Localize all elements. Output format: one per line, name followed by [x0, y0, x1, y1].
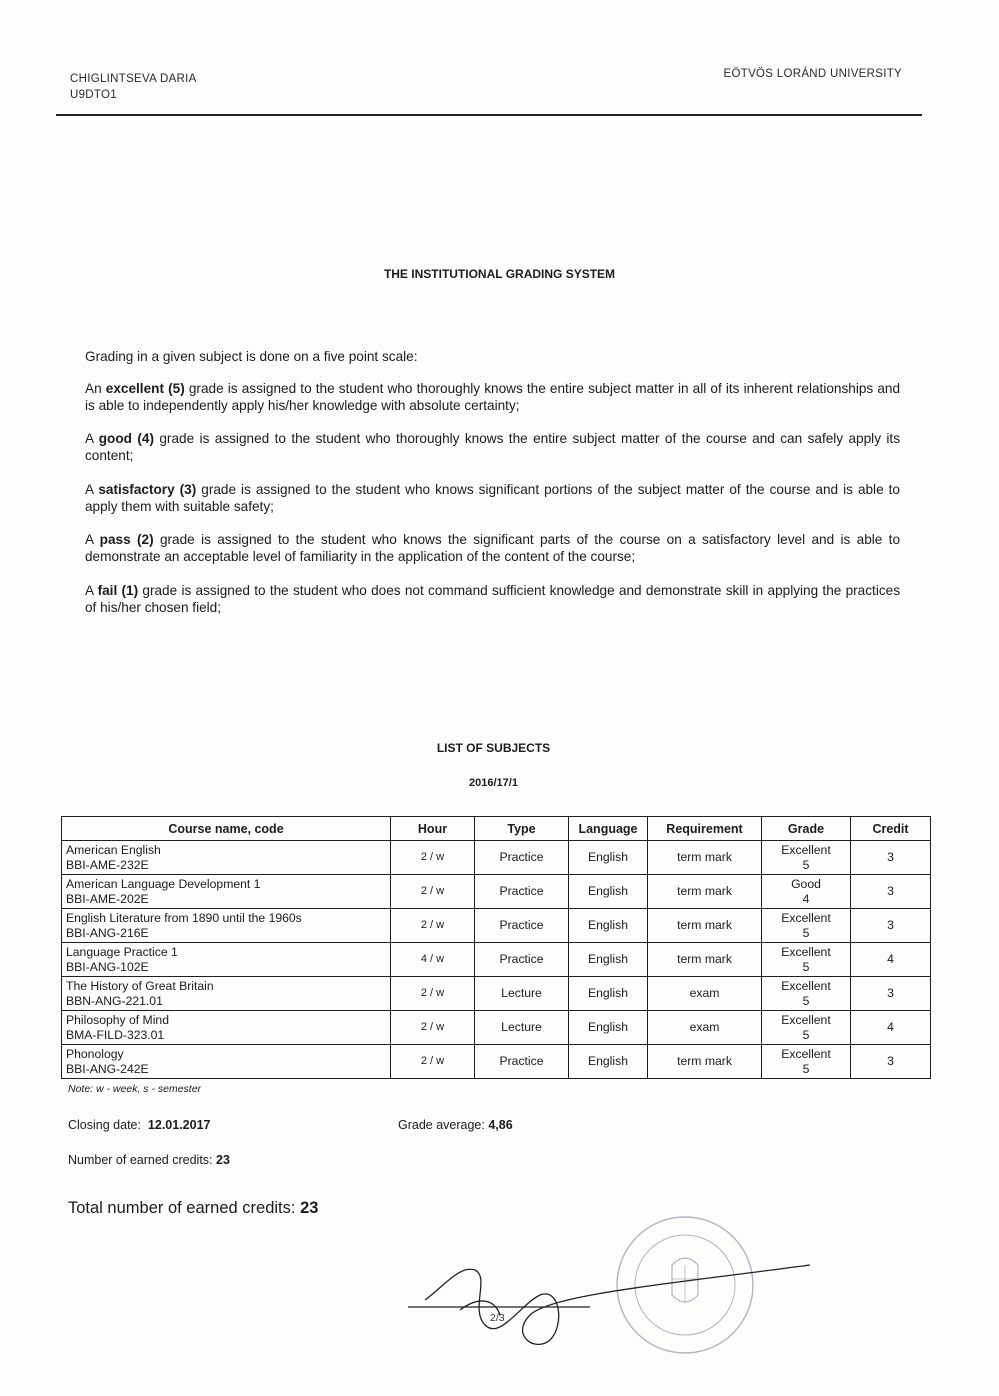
student-code: U9DTO1: [70, 89, 117, 101]
hour-cell: 2 / w: [391, 875, 475, 909]
grade-cell: Good 4: [762, 875, 851, 909]
table-row: [62, 875, 931, 909]
course-cell: Language Practice 1 BBI-ANG-102E: [62, 943, 391, 977]
credit-cell: 4: [851, 1011, 931, 1045]
language-cell: English: [569, 841, 648, 875]
requirement-cell: term mark: [648, 909, 762, 943]
grade-cell: Excellent 5: [762, 1045, 851, 1079]
type-cell: Lecture: [475, 977, 569, 1011]
signature-and-stamp: [400, 1215, 820, 1385]
grade-pass-paragraph: A pass (2) grade is assigned to the student who knows the significant parts of the course on a satisfactory level and is able to demonstrate an acceptable level of familiarity in the application of the content of the course;: [85, 532, 901, 564]
course-cell: Phonology BBI-ANG-242E: [62, 1045, 391, 1079]
subjects-title: LIST OF SUBJECTS: [436, 741, 551, 755]
table-note: Note: w - week, s - semester: [68, 1083, 202, 1095]
semester-label: 2016/17/1: [469, 777, 518, 789]
subjects-table: [61, 816, 931, 1079]
course-cell: American Language Development 1 BBI-AME-202E: [62, 875, 391, 909]
table-header-row: [62, 817, 931, 841]
column-header-credit: Credit: [851, 817, 931, 841]
grade-cell: Excellent 5: [762, 977, 851, 1011]
grade-satisfactory-paragraph: A satisfactory (3) grade is assigned to the student who knows significant portions of the subject matter of the course and is able to apply them with suitable safety;: [85, 482, 900, 514]
column-header-requirement: Requirement: [648, 817, 762, 841]
type-cell: Practice: [475, 943, 569, 977]
page-number: 2/3: [490, 1312, 505, 1324]
credit-cell: 3: [851, 841, 931, 875]
credit-cell: 4: [851, 943, 931, 977]
hour-cell: 2 / w: [391, 1011, 475, 1045]
grade-cell: Excellent 5: [762, 1011, 851, 1045]
total-earned-credits: Total number of earned credits: 23: [68, 1199, 319, 1217]
closing-date: Closing date: 12.01.2017: [68, 1118, 211, 1132]
language-cell: English: [569, 977, 648, 1011]
grade-fail-paragraph: A fail (1) grade is assigned to the student who does not command sufficient knowledge and demonstrate skill in applying the practices of his/her chosen field;: [85, 583, 900, 615]
table-row: [62, 1011, 931, 1045]
column-header-grade: Grade: [762, 817, 851, 841]
language-cell: English: [569, 909, 648, 943]
credit-cell: 3: [851, 977, 931, 1011]
requirement-cell: term mark: [648, 943, 762, 977]
grade-cell: Excellent 5: [762, 909, 851, 943]
language-cell: English: [569, 1011, 648, 1045]
course-cell: English Literature from 1890 until the 1960s BBI-ANG-216E: [62, 909, 391, 943]
hour-cell: 2 / w: [391, 841, 475, 875]
requirement-cell: term mark: [648, 875, 762, 909]
requirement-cell: exam: [648, 1011, 762, 1045]
grading-intro: Grading in a given subject is done on a five point scale:: [85, 349, 418, 364]
type-cell: Practice: [475, 841, 569, 875]
type-cell: Lecture: [475, 1011, 569, 1045]
requirement-cell: term mark: [648, 841, 762, 875]
hour-cell: 2 / w: [391, 977, 475, 1011]
column-header-type: Type: [475, 817, 569, 841]
credit-cell: 3: [851, 909, 931, 943]
grading-title: THE INSTITUTIONAL GRADING SYSTEM: [383, 267, 616, 281]
credit-cell: 3: [851, 875, 931, 909]
grade-cell: Excellent 5: [762, 841, 851, 875]
table-row: [62, 909, 931, 943]
course-cell: American English BBI-AME-232E: [62, 841, 391, 875]
university-stamp: [617, 1217, 753, 1353]
type-cell: Practice: [475, 875, 569, 909]
column-header-course: Course name, code: [62, 817, 391, 841]
course-cell: Philosophy of Mind BMA-FILD-323.01: [62, 1011, 391, 1045]
hour-cell: 2 / w: [391, 909, 475, 943]
earned-credits: Number of earned credits: 23: [68, 1153, 230, 1167]
requirement-cell: exam: [648, 977, 762, 1011]
credit-cell: 3: [851, 1045, 931, 1079]
university-name: EÖTVÖS LORÁND UNIVERSITY: [723, 68, 902, 80]
course-cell: The History of Great Britain BBN-ANG-221.01: [62, 977, 391, 1011]
student-name: CHIGLINTSEVA DARIA: [70, 73, 197, 85]
header-divider: [56, 114, 922, 116]
grade-good-paragraph: A good (4) grade is assigned to the student who thoroughly knows the entire subject matter of the course and can safely apply its content;: [85, 431, 900, 463]
hour-cell: 2 / w: [391, 1045, 475, 1079]
table-row: [62, 977, 931, 1011]
language-cell: English: [569, 943, 648, 977]
language-cell: English: [569, 875, 648, 909]
table-row: [62, 943, 931, 977]
table-row: [62, 841, 931, 875]
column-header-hour: Hour: [391, 817, 475, 841]
grade-excellent-paragraph: An excellent (5) grade is assigned to the student who thoroughly knows the entire subject matter in all of its inherent relationships and is able to independently apply his/her knowledge with absolute certainty;: [85, 381, 901, 413]
language-cell: English: [569, 1045, 648, 1079]
hour-cell: 4 / w: [391, 943, 475, 977]
column-header-language: Language: [569, 817, 648, 841]
requirement-cell: term mark: [648, 1045, 762, 1079]
type-cell: Practice: [475, 1045, 569, 1079]
grade-cell: Excellent 5: [762, 943, 851, 977]
type-cell: Practice: [475, 909, 569, 943]
table-row: [62, 1045, 931, 1079]
grade-average: Grade average: 4,86: [398, 1118, 513, 1132]
